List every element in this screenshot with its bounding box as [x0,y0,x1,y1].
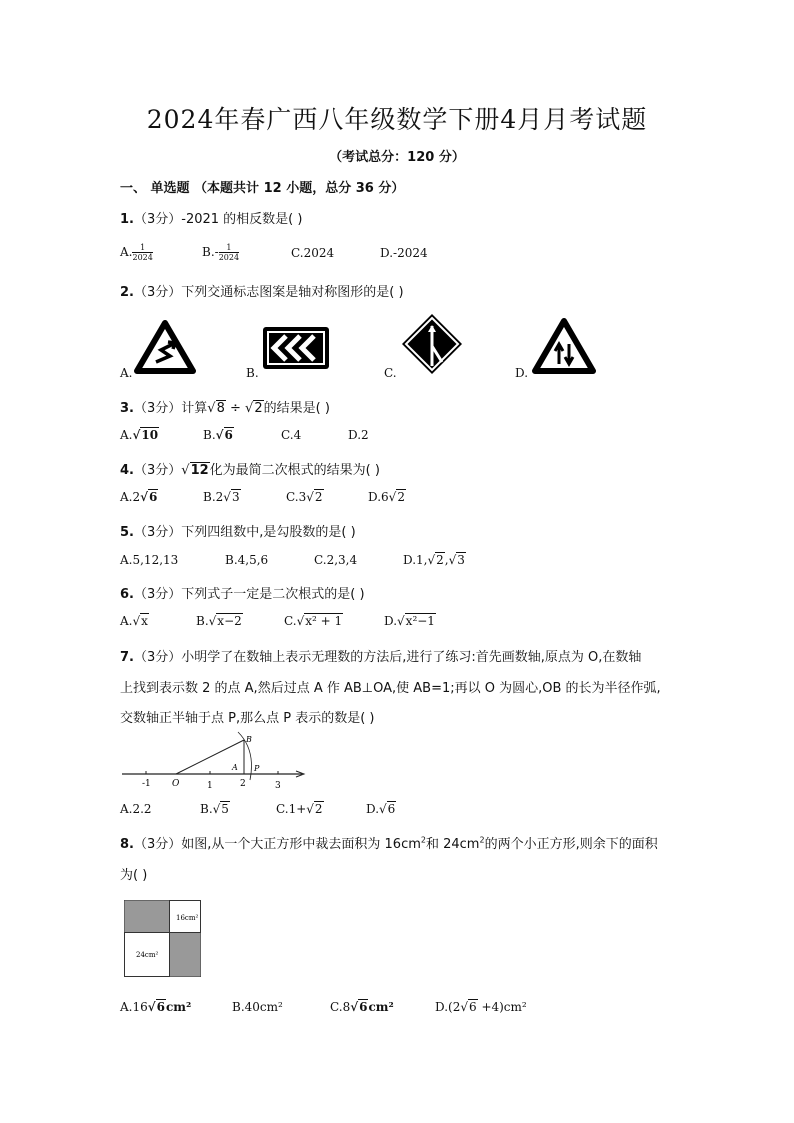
tick-label-1: 1 [207,781,213,791]
question-7-line-2: 上找到表示数 2 的点 A,然后过点 A 作 AB⊥OA,使 AB=1;再以 O 为圆心,OB 的长为半径作弧, [120,681,661,696]
page-title: 2024年春广西八年级数学下册4月月考试题 [146,105,648,134]
tick-label-neg1: -1 [142,779,151,789]
question-8-line-1: 8.（3分）如图,从一个大正方形中裁去面积为 $16cm^2$和 $24cm^2$的两个小正方形,则余下的面积 [120,835,658,852]
q7-option-a: A.2.2 [120,802,152,816]
q2-option-c: C. [384,366,397,380]
tick-label-3: 3 [275,781,281,791]
question-8-line-2: 为( ) [120,868,148,883]
point-a-label: A [232,763,238,772]
question-5: 5.（3分）下列四组数中,是勾股数的是( ) [120,525,356,540]
q4-option-c: C.3√2 [286,490,323,504]
q3-option-d: D.2 [348,428,369,442]
question-3: 3.（3分）计算√8 ÷ √2的结果是( ) [120,401,330,416]
small-square-label: 16cm² [176,914,199,922]
question-4: 4.（3分）√12化为最简二次根式的结果为( ) [120,463,380,478]
q5-option-b: B.4,5,6 [225,553,269,567]
q2-option-d: D. [515,366,529,380]
q2-option-a: A. [120,366,133,380]
q8-option-c: C.8√6cm² [330,1000,394,1014]
number-line-figure [118,730,308,792]
tick-label-2: 2 [240,779,246,789]
q3-option-b: B.√6 [203,428,233,442]
q5-option-a: A.5,12,13 [120,553,179,567]
section-heading: 一、 单选题 （本题共计 12 小题，总分 36 分） [120,181,405,196]
q5-option-c: C.2,3,4 [314,553,358,567]
q8-option-b: B.40cm² [232,1000,283,1014]
q4-option-b: B.2√3 [203,490,240,504]
q1-option-a: A. $\frac{1}{2024}$ [120,243,153,262]
two-way-traffic-sign-icon [532,318,596,374]
q4-option-d: D.6√2 [368,490,405,504]
q6-option-d: D.√x²−1 [384,614,435,628]
question-1: 1.（3分）-2021 的相反数是( ) [120,212,303,227]
point-b-label: B [246,735,252,744]
q7-option-d: D.√6 [366,802,396,816]
q2-option-b: B. [246,366,259,380]
chevron-sign-icon [262,326,330,370]
q1-option-b: B.- $\frac{1}{2024}$ [202,243,240,262]
q8-option-d: D.(2√6 +4)cm² [435,1000,527,1014]
question-6: 6.（3分）下列式子一定是二次根式的是( ) [120,587,365,602]
point-o-label: O [172,779,180,789]
q7-option-c: C.1+√2 [276,802,323,816]
q7-option-b: B.√5 [200,802,229,816]
q1-option-d: D.-2024 [380,246,428,260]
merge-diamond-sign-icon [400,312,464,376]
q6-option-a: A.√x [120,614,148,628]
q5-option-d: D.1,√2,√3 [403,553,465,567]
q6-option-b: B.√x−2 [196,614,242,628]
q4-option-a: A.2√6 [120,490,158,504]
large-square-label: 24cm² [136,951,159,959]
q3-option-a: A.√10 [120,428,159,442]
point-p-label: P [254,764,260,773]
question-2: 2.（3分）下列交通标志图案是轴对称图形的是( ) [120,285,404,300]
q6-option-c: C.√x² + 1 [284,614,343,628]
question-7-line-1: 7.（3分）小明学了在数轴上表示无理数的方法后,进行了练习:首先画数轴,原点为 O,在数轴 [120,650,642,665]
warning-sign-curves-icon [134,320,196,374]
squares-figure [124,900,202,978]
page-subtitle: （考试总分：120 分） [329,150,465,165]
question-7-line-3: 交数轴正半轴于点 P,那么点 P 表示的数是( ) [120,711,375,726]
q8-option-a: A.16√6cm² [120,1000,192,1014]
q3-option-c: C.4 [281,428,302,442]
q1-option-c: C.2024 [291,246,335,260]
